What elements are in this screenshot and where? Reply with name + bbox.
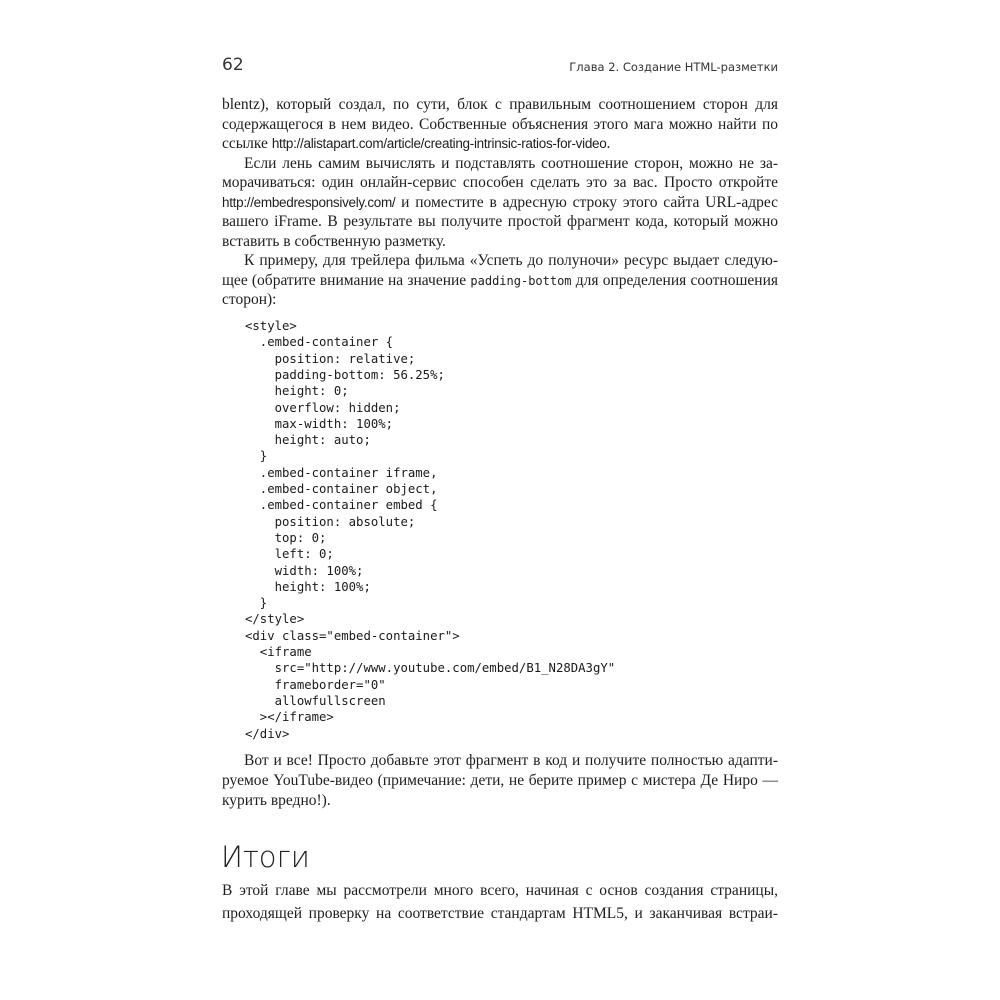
text-run: К примеру, для трейлера фильма «Успеть до полуночи» ресурс выдает следую- <box>244 252 778 269</box>
code-line: position: absolute; <box>245 514 416 529</box>
text-run: В этой главе мы рассмотрели много всего, начиная с основ создания страницы, <box>222 882 778 899</box>
code-line: height: 0; <box>245 384 349 399</box>
code-line: ></iframe> <box>245 710 334 725</box>
text-run: курить вредно!). <box>222 792 331 809</box>
code-line: } <box>245 449 268 464</box>
paragraph-line <box>222 792 331 810</box>
code-line: <iframe <box>245 645 312 659</box>
code-line: .embed-container iframe, <box>245 465 438 480</box>
text-run: сторон): <box>222 291 277 308</box>
code-line: allowfullscreen <box>245 693 386 708</box>
code-line: padding-bottom: 56.25%; <box>245 367 445 382</box>
code-line: .embed-container embed { <box>245 498 438 513</box>
text-run: вставить в собственную разметку. <box>222 232 446 250</box>
text-run: руемое YouTube-видео (примечание: дети, не берите пример с мистера Де Ниро — <box>222 772 778 789</box>
paragraph-line <box>222 135 610 153</box>
section-heading: Итоги <box>221 840 310 874</box>
text-run: проходящей проверку на соответствие стандартам HTML5, и заканчивая встраи- <box>222 905 778 922</box>
paragraph-line <box>222 772 778 790</box>
code-line: src="http://www.youtube.com/embed/B1_N28DA3gY" <box>245 661 616 676</box>
paragraph-line <box>222 116 778 134</box>
text-run: морачиваться: один онлайн-сервис способен сделать это за вас. Просто откройте <box>222 174 778 191</box>
paragraph-line <box>222 96 778 114</box>
code-line: } <box>245 596 268 611</box>
code-line: height: 100%; <box>245 579 371 594</box>
text-run: ссылке <box>222 135 272 152</box>
paragraph-line <box>222 291 276 309</box>
text-run: содержащегося в нем видео. Собственные объяснения этого мага можно найти по <box>222 115 778 133</box>
code-line: left: 0; <box>245 547 334 562</box>
code-line: position: relative; <box>245 351 416 366</box>
paragraph-line <box>244 752 778 770</box>
text-run: для определения соотношения <box>571 271 778 289</box>
paragraph-line <box>222 174 778 192</box>
text-run: Вот и все! Просто добавьте этот фрагмент в код и получите полностью адапти- <box>244 752 778 769</box>
code-line: .embed-container { <box>245 335 394 350</box>
paragraph-line <box>222 213 778 231</box>
paragraph-line <box>222 882 778 900</box>
text-run: Если лень самим вычислять и подставлять соотношение сторон, можно не за- <box>244 154 778 172</box>
code-line: </style> <box>245 612 305 627</box>
code-line: max-width: 100%; <box>245 416 394 431</box>
text-run: blentz), который создал, по сути, блок с правильным соотношением сторон для <box>222 96 778 113</box>
paragraph-line <box>244 252 778 270</box>
inline-code: padding-bottom <box>470 273 572 288</box>
code-line: <div class="embed-container"> <box>245 628 460 643</box>
page-number: 62 <box>222 55 244 75</box>
code-line: <style> <box>245 319 297 333</box>
text-run: и поместите в адресную строку этого сайта URL-адрес <box>395 193 778 211</box>
paragraph-line <box>222 272 778 290</box>
code-line: top: 0; <box>245 530 327 545</box>
code-line: frameborder="0" <box>245 677 386 692</box>
paragraph-line <box>222 233 446 251</box>
url-link[interactable]: http://embedresponsively.com/ <box>222 194 396 210</box>
running-header: Глава 2. Создание HTML-разметки <box>569 60 778 74</box>
paragraph-line <box>222 905 778 923</box>
text-run: щее (обратите внимание на значение <box>222 271 471 289</box>
code-line: </div> <box>245 726 290 741</box>
url-link[interactable]: http://alistapart.com/article/creating-intrinsic-ratios-for-video <box>271 136 607 151</box>
code-line: overflow: hidden; <box>245 400 401 415</box>
code-line: width: 100%; <box>245 563 364 578</box>
text-run: . <box>606 135 611 152</box>
code-line: height: auto; <box>245 433 371 448</box>
text-run: вашего iFrame. В результате вы получите простой фрагмент кода, который можно <box>222 213 778 230</box>
paragraph-line <box>222 194 778 212</box>
paragraph-line <box>244 155 778 173</box>
code-line: .embed-container object, <box>245 482 438 496</box>
